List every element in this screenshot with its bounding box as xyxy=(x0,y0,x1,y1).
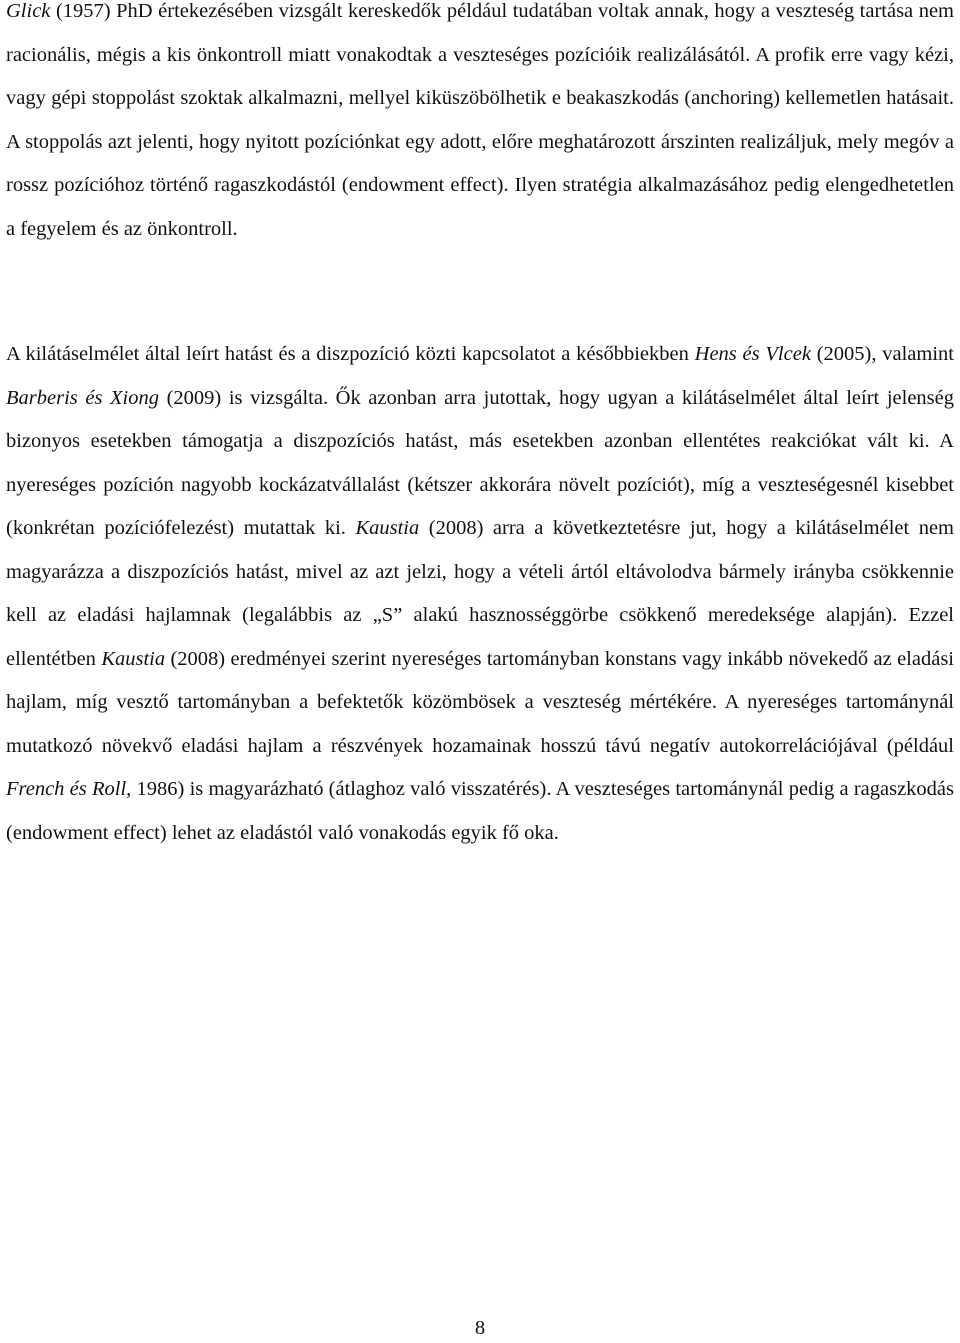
citation-author: French és Roll xyxy=(6,778,127,800)
citation-author: Glick xyxy=(6,0,51,22)
body-text: (2008) eredményei szerint nyereséges tartományban konstans vagy inkább növekedő az eladási hajlam, míg vesztő tartományban a befektetők közömbösek a veszteség mértékére. A nyereséges tartománynál mutatkozó növekvő eladási hajlam a részvények hozamainak hosszú távú negatív autokorrelációjával (például xyxy=(6,647,954,757)
page-number: 8 xyxy=(474,1317,486,1339)
citation-author: Barberis és Xiong xyxy=(6,386,159,409)
body-text: (2008) arra a következtetésre jut, hogy a kilátáselmélet nem magyarázza a diszpozíciós hatást, mivel az azt jelzi, hogy a vételi ártól eltávolodva bármely irányba csökkennie kell az eladási hajlamnak (legalábbis az „S” alakú hasznosséggörbe csökkenő meredeksége alapján). Ezzel ellentétben xyxy=(6,517,954,670)
paragraph-2 xyxy=(6,333,954,855)
body-text: A kilátáselmélet által leírt hatást és a diszpozíció közti kapcsolatot a későbbiekben xyxy=(6,343,695,365)
body-text: (2009) is vizsgálta. Ők azonban arra jutottak, hogy ugyan a kilátáselmélet által leírt jelenség bizonyos esetekben támogatja a diszpozíciós hatást, más esetekben azonban ellentétes reakciókat vált ki. A nyereséges pozíción nagyobb kockázatvállalást (kétszer akkorára növelt pozíciót), míg a veszteségesnél kisebbet (konkrétan pozíciófelezést) mutattak ki. xyxy=(6,386,955,539)
paragraph-1 xyxy=(6,0,954,251)
citation-author: Kaustia xyxy=(101,647,166,670)
body-text: (2005), valamint xyxy=(810,343,954,365)
citation-author: Kaustia xyxy=(355,517,420,539)
citation-author: Hens és Vlcek xyxy=(694,343,811,365)
body-text: , 1986) is magyarázható (átlaghoz való visszatérés). A veszteséges tartománynál pedig a ragaszkodás (endowment effect) lehet az eladástól való vonakodás egyik fő oka. xyxy=(6,778,954,844)
body-text: (1957) PhD értekezésében vizsgált kereskedők például tudatában voltak annak, hogy a veszteség tartása nem racionális, mégis a kis önkontroll miatt vonakodtak a veszteséges pozícióik realizálásától. A profik erre vagy kézi, vagy gépi stoppolást szoktak alkalmazni, mellyel kiküszöbölhetik e beakaszkodás (anchoring) kellemetlen hatásait. A stoppolás azt jelenti, hogy nyitott pozíciónkat egy adott, előre meghatározott árszinten realizáljuk, mely megóv a rossz pozícióhoz történő ragaszkodástól (endowment effect). Ilyen stratégia alkalmazásához pedig elengedhetetlen a fegyelem és az önkontroll. xyxy=(6,0,954,240)
